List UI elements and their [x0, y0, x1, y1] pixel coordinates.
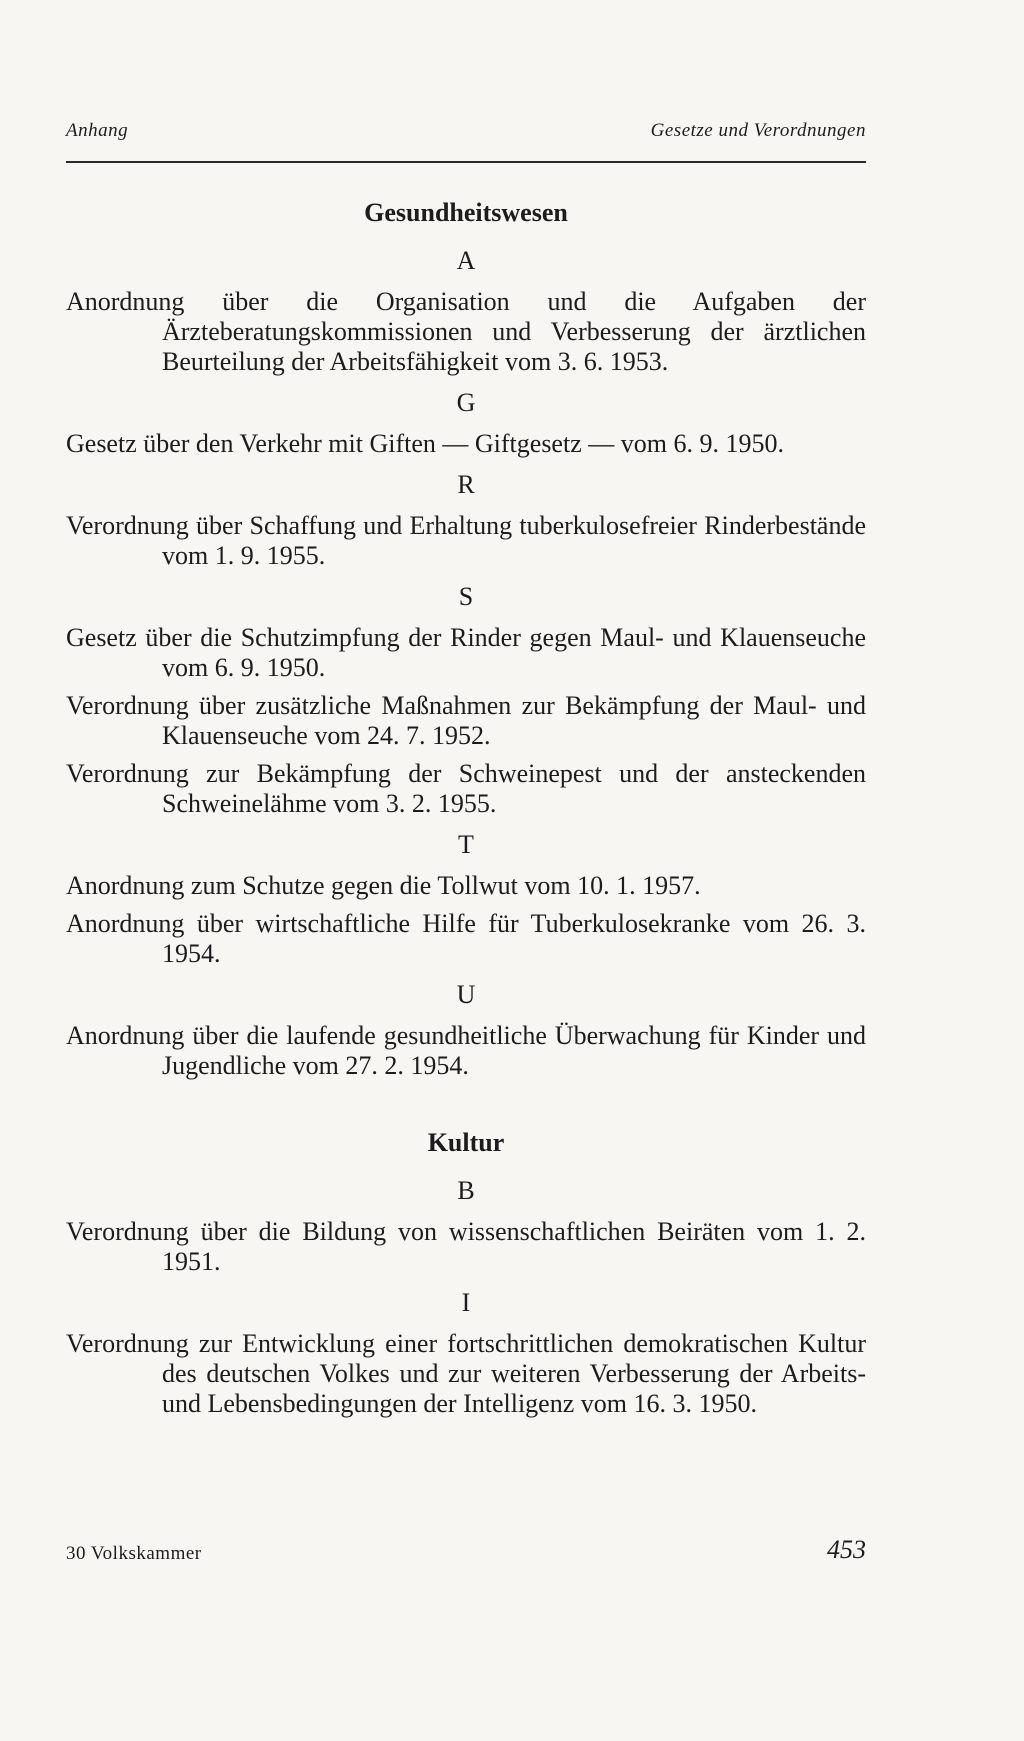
law-entry: Gesetz über den Verkehr mit Giften — Giftgesetz — vom 6. 9. 1950. [66, 429, 784, 458]
index-letter: R [457, 470, 475, 499]
law-entry: Verordnung zur Entwicklung einer fortschrittlichen demokratischen Kultur des deutschen Volkes und zur weiteren Verbesserung der Arbeits- und Lebensbedingungen der Intelligenz vom 16. 3. 1950. [66, 1329, 866, 1418]
page-number: 453 [827, 1535, 866, 1564]
index-letter: I [461, 1288, 471, 1317]
section-title: Kultur [427, 1128, 505, 1157]
index-letter: U [456, 980, 476, 1009]
law-entry: Verordnung zur Bekämpfung der Schweinepest und der ansteckenden Schweinelähme vom 3. 2. 1955. [66, 759, 866, 818]
law-entry: Verordnung über Schaffung und Erhaltung tuberkulosefreier Rinderbestände vom 1. 9. 1955. [66, 511, 866, 570]
header-right: Gesetze und Verordnungen [650, 120, 866, 141]
law-entry: Anordnung über wirtschaftliche Hilfe für Tuberkulosekranke vom 26. 3. 1954. [66, 909, 866, 968]
signature-mark: 30 Volkskammer [66, 1543, 202, 1564]
page-footer [66, 1535, 866, 1575]
index-letter: A [456, 246, 476, 275]
law-entry: Anordnung zum Schutze gegen die Tollwut vom 10. 1. 1957. [66, 871, 701, 900]
page-content [66, 195, 866, 1427]
section-title: Gesundheitswesen [364, 198, 568, 227]
header-left: Anhang [66, 120, 129, 141]
header-rule [66, 161, 866, 163]
law-entry: Anordnung über die laufende gesundheitliche Überwachung für Kinder und Jugendliche vom 27. 2. 1954. [66, 1021, 866, 1080]
index-letter: G [456, 388, 476, 417]
law-entry: Anordnung über die Organisation und die Aufgaben der Ärzteberatungskommissionen und Verbesserung der ärztlichen Beurteilung der Arbeitsfähigkeit vom 3. 6. 1953. [66, 287, 866, 376]
running-header [66, 120, 866, 150]
index-letter: S [458, 582, 474, 611]
index-letter: B [457, 1176, 475, 1205]
law-entry: Verordnung über die Bildung von wissenschaftlichen Beiräten vom 1. 2. 1951. [66, 1217, 866, 1276]
index-letter: T [458, 830, 474, 859]
law-entry: Verordnung über zusätzliche Maßnahmen zur Bekämpfung der Maul- und Klauenseuche vom 24. 7. 1952. [66, 691, 866, 750]
law-entry: Gesetz über die Schutzimpfung der Rinder gegen Maul- und Klauenseuche vom 6. 9. 1950. [66, 623, 866, 682]
